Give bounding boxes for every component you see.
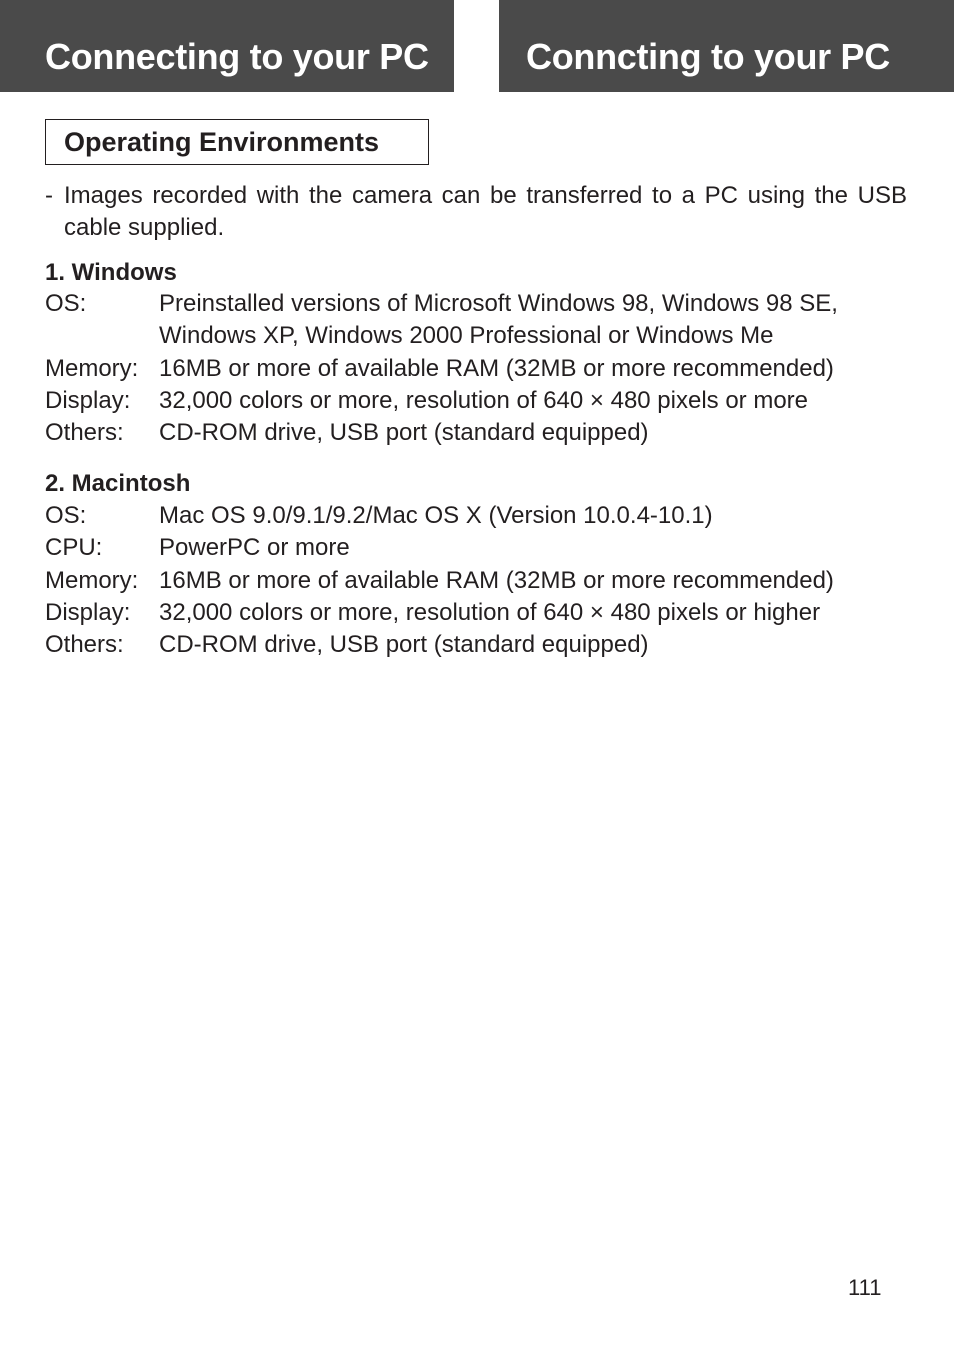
header-right-title: Conncting to your PC (526, 36, 890, 77)
spec-row-windows-display (45, 385, 915, 417)
spec-label: Memory: (45, 566, 139, 594)
intro-row (45, 180, 907, 244)
spec-label: OS: (45, 290, 87, 317)
macintosh-spec-list (45, 500, 915, 661)
spec-label: Others: (45, 419, 124, 447)
spec-row-mac-display (45, 597, 915, 629)
spec-label: Others: (45, 631, 124, 659)
spec-row-windows-os (45, 288, 915, 353)
spec-label: Display: (45, 598, 131, 626)
windows-heading: 1. Windows (45, 259, 177, 286)
page-number: 111 (848, 1275, 882, 1300)
spec-label: CPU: (45, 534, 103, 562)
macintosh-heading: 2. Macintosh (45, 470, 191, 497)
spec-row-mac-memory (45, 565, 915, 597)
spec-value: Mac OS 9.0/9.1/9.2/Mac OS X (Version 10.0.4-10.1) (159, 502, 713, 529)
header-left-banner (0, 0, 454, 92)
spec-value: CD-ROM drive, USB port (standard equipped) (159, 419, 649, 447)
spec-value: 32,000 colors or more, resolution of 640 × 480 pixels or higher (159, 598, 821, 626)
intro-paragraph (45, 180, 907, 244)
spec-row-windows-others (45, 417, 915, 449)
spec-value: PowerPC or more (159, 534, 350, 562)
spec-value: 16MB or more of available RAM (32MB or more recommended) (159, 566, 834, 594)
spec-value: Preinstalled versions of Microsoft Windows 98, Windows 98 SE, Windows XP, Windows 2000 Professional or Windows Me (159, 290, 838, 350)
spec-row-windows-memory (45, 353, 915, 385)
spec-row-mac-os (45, 500, 915, 532)
intro-bullet: - (45, 182, 53, 209)
spec-row-mac-cpu (45, 532, 915, 564)
spec-value: 32,000 colors or more, resolution of 640 × 480 pixels or more (159, 386, 809, 414)
spec-label: OS: (45, 502, 87, 529)
section-title-box (45, 119, 429, 165)
spec-label: Memory: (45, 354, 139, 382)
windows-spec-list (45, 288, 915, 449)
header-right-banner (499, 0, 954, 92)
spec-value: 16MB or more of available RAM (32MB or more recommended) (159, 354, 834, 382)
section-title: Operating Environments (64, 127, 380, 157)
intro-text: Images recorded with the camera can be transferred to a PC using the USB cable supplied. (64, 182, 907, 241)
spec-label: Display: (45, 386, 131, 414)
spec-row-mac-others (45, 629, 915, 661)
spec-value: CD-ROM drive, USB port (standard equipped) (159, 631, 649, 659)
header-left-title: Connecting to your PC (45, 36, 429, 77)
